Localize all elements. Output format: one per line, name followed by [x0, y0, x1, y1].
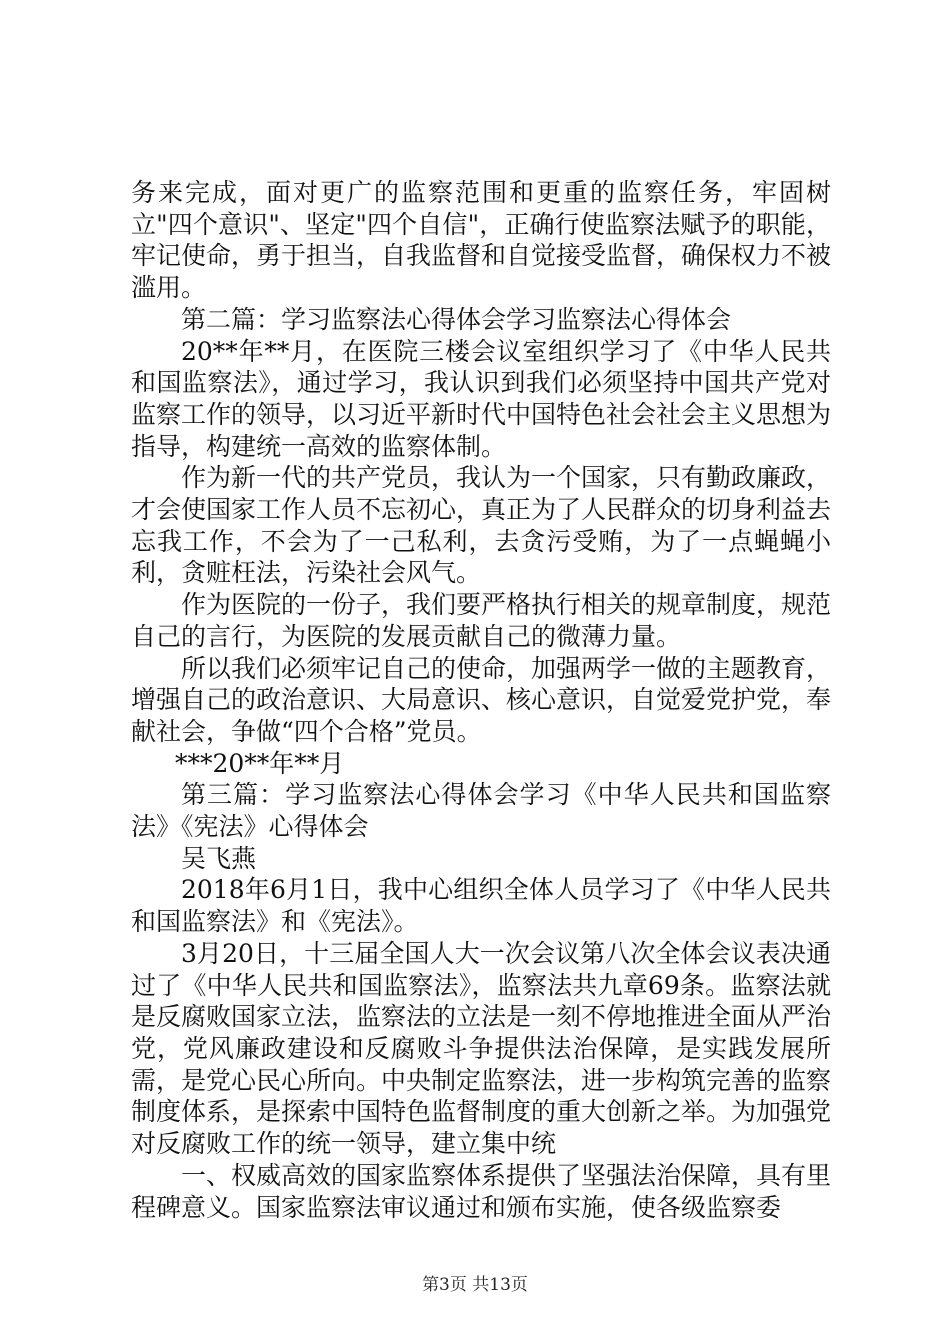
paragraph-11: 3月20日，十三届全国人大一次会议第八次全体会议表决通过了《中华人民共和国监察法》，监察法共九章69条。监察法就是反腐败国家立法，监察法的立法是一刻不停地推进全面从严治党，党风廉政建设和反腐败斗争提供法治保障，是实践发展所需，是党心民心所向。中央制定监察法，进一步构筑完善的监察制度体系，是探索中国特色监督制度的重大创新之举。为加强党对反腐败工作的统一领导，建立集中统 [131, 938, 832, 1159]
paragraph-4: 作为新一代的共产党员，我认为一个国家，只有勤政廉政，才会使国家工作人员不忘初心，真正为了人民群众的切身利益去忘我工作，不会为了一己私利，去贪污受贿，为了一点蝇蝇小利，贪赃枉法，污染社会风气。 [131, 463, 832, 588]
paragraph-8-heading: 第三篇：学习监察法心得体会学习《中华人民共和国监察法》《宪法》心得体会 [131, 780, 831, 842]
page-footer: 第3页 共13页 [422, 1275, 528, 1295]
paragraph-9-author: 吴飞燕 [181, 843, 257, 873]
paragraph-10: 2018年6月1日，我中心组织全体人员学习了《中华人民共和国监察法》和《宪法》。 [131, 875, 831, 937]
paragraph-5: 作为医院的一份子，我们要严格执行相关的规章制度，规范自己的言行，为医院的发展贡献自己的微薄力量。 [131, 590, 832, 651]
document-body [131, 177, 831, 1223]
paragraph-3: 20**年**月，在医院三楼会议室组织学习了《中华人民共和国监察法》，通过学习，我认识到我们必须坚持中国共产党对监察工作的领导，以习近平新时代中国特色社会社会主义思想为指导，构建统一高效的监察体制。 [131, 336, 832, 461]
paragraph-2-heading: 第二篇：学习监察法心得体会学习监察法心得体会 [181, 304, 732, 334]
paragraph-6: 所以我们必须牢记自己的使命，加强两学一做的主题教育，增强自己的政治意识、大局意识、核心意识，自觉爱党护党，奉献社会，争做“四个合格”党员。 [131, 653, 832, 746]
paragraph-1: 务来完成，面对更广的监察范围和更重的监察任务，牢固树立"四个意识"、坚定"四个自信"，正确行使监察法赋予的职能，牢记使命，勇于担当，自我监督和自觉接受监督，确保权力不被滥用。 [131, 178, 832, 303]
paragraph-12: 一、权威高效的国家监察体系提供了坚强法治保障，具有里程碑意义。国家监察法审议通过和颁布实施，使各级监察委 [131, 1160, 832, 1222]
paragraph-7-date: ***20**年**月 [175, 748, 345, 778]
